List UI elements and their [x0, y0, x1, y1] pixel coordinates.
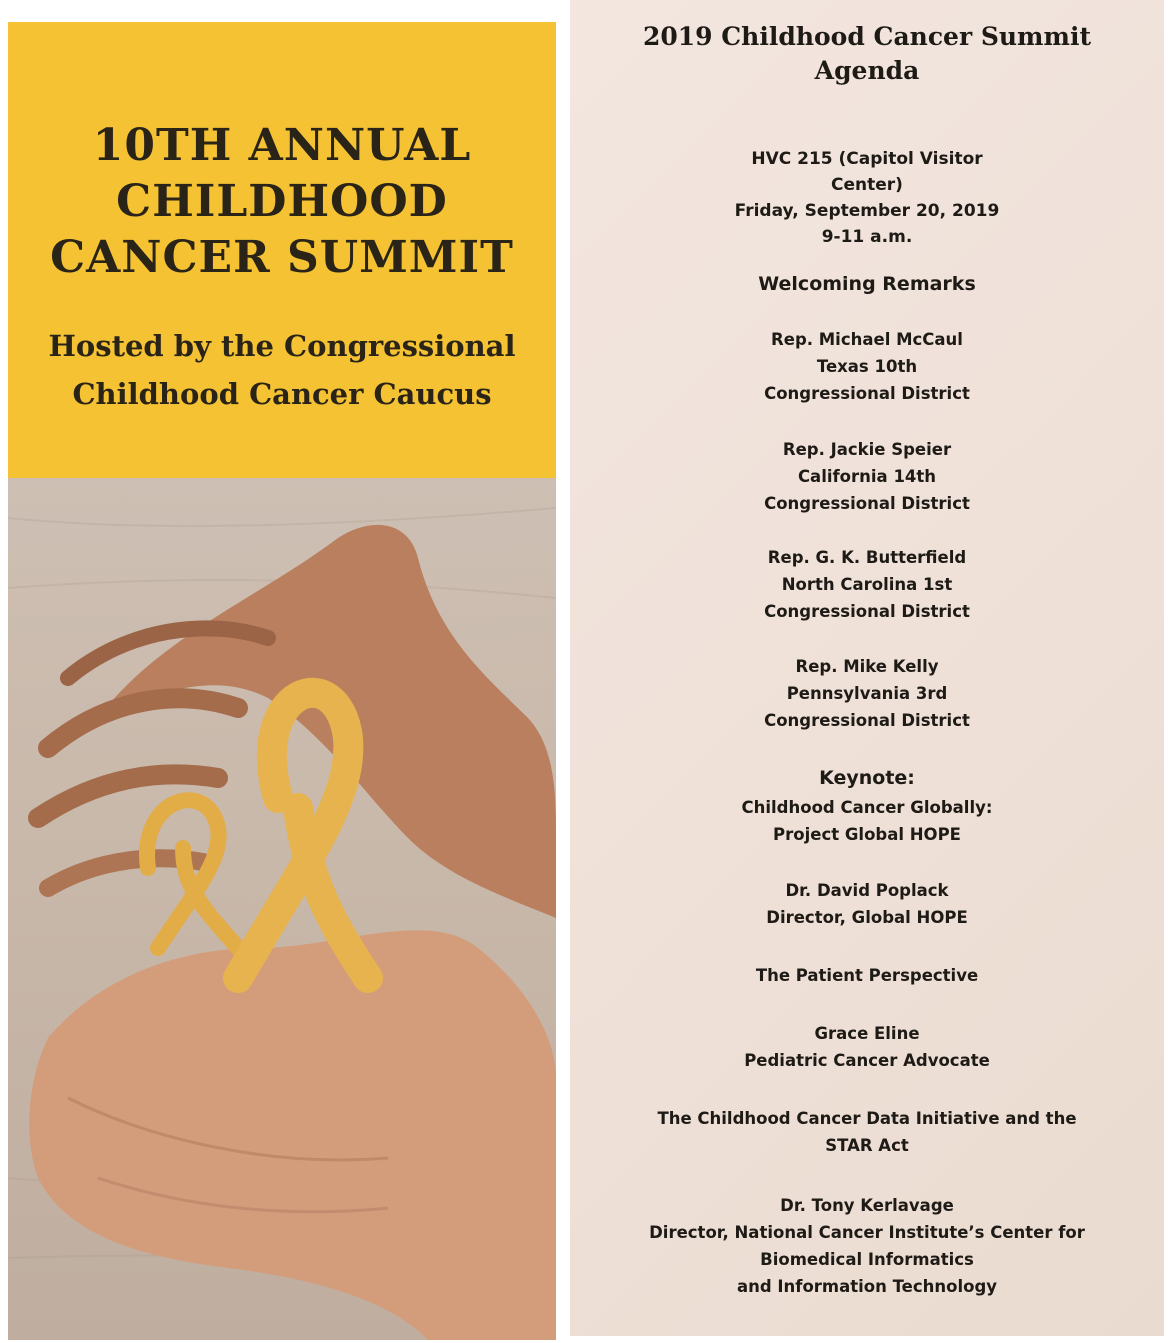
cover-heading-line: CHILDHOOD	[116, 176, 448, 227]
venue-line: Center)	[831, 175, 903, 195]
hands-ribbon-photo	[8, 478, 556, 1340]
cover-subheading	[8, 322, 556, 418]
speaker-district: Congressional District	[764, 384, 970, 403]
speaker-block	[570, 653, 1164, 734]
welcoming-remarks-heading: Welcoming Remarks	[758, 273, 976, 295]
speaker-block	[570, 436, 1164, 517]
patient-speaker	[570, 1020, 1164, 1074]
agenda-title	[570, 20, 1164, 88]
speaker-state: California 14th	[797, 467, 937, 486]
speaker-state: Pennsylvania 3rd	[786, 684, 948, 703]
speaker-name: Dr. David Poplack	[785, 881, 949, 900]
keynote-title-line: Project Global HOPE	[773, 825, 961, 844]
speaker-state: North Carolina 1st	[781, 575, 953, 594]
patient-perspective-heading: The Patient Perspective	[755, 966, 979, 985]
speaker-name: Rep. Michael McCaul	[771, 330, 963, 349]
date-line: Friday, September 20, 2019	[734, 201, 1000, 221]
speaker-role: and Information Technology	[736, 1277, 998, 1296]
lower-hand	[29, 930, 556, 1340]
speaker-name: Rep. Jackie Speier	[782, 440, 952, 459]
agenda-page	[570, 0, 1164, 1336]
speaker-name: Grace Eline	[814, 1024, 920, 1043]
large-gold-ribbon	[238, 693, 368, 978]
keynote-heading: Keynote:	[819, 767, 915, 789]
speaker-name: Dr. Tony Kerlavage	[780, 1196, 954, 1215]
session-title-line: The Childhood Cancer Data Initiative and the	[657, 1109, 1077, 1128]
agenda-title-line: 2019 Childhood Cancer Summit	[643, 22, 1091, 51]
speaker-district: Congressional District	[764, 711, 970, 730]
speaker-role: Director, Global HOPE	[766, 908, 968, 927]
speaker-role: Pediatric Cancer Advocate	[744, 1051, 990, 1070]
venue-line: HVC 215 (Capitol Visitor	[751, 149, 983, 169]
speaker-role: Director, National Cancer Institute’s Center for	[649, 1223, 1085, 1242]
venue-info	[570, 146, 1164, 250]
cover-subheading-line: Hosted by the Congressional	[48, 329, 516, 363]
brochure-cover	[8, 22, 556, 1340]
cover-heading-line: CANCER SUMMIT	[50, 232, 514, 283]
cover-heading	[8, 118, 556, 286]
speaker-block	[570, 544, 1164, 625]
time-line: 9-11 a.m.	[821, 227, 913, 247]
cover-heading-line: 10TH ANNUAL	[92, 120, 472, 171]
keynote-speaker	[570, 877, 1164, 931]
data-initiative-heading	[570, 1105, 1164, 1159]
small-gold-ribbon	[147, 800, 238, 948]
speaker-role: Biomedical Informatics	[760, 1250, 974, 1269]
session-title-line: STAR Act	[825, 1136, 909, 1155]
speaker-block	[570, 326, 1164, 407]
speaker-district: Congressional District	[764, 602, 970, 621]
keynote-title-line: Childhood Cancer Globally:	[741, 798, 993, 817]
speaker-district: Congressional District	[764, 494, 970, 513]
keynote-title	[570, 794, 1164, 848]
hands-ribbon-illustration	[8, 478, 556, 1340]
data-initiative-speaker	[570, 1192, 1164, 1300]
cover-subheading-line: Childhood Cancer Caucus	[72, 377, 492, 411]
agenda-title-line: Agenda	[814, 56, 920, 85]
speaker-name: Rep. G. K. Butterfield	[767, 548, 967, 567]
speaker-name: Rep. Mike Kelly	[795, 657, 939, 676]
speaker-state: Texas 10th	[816, 357, 918, 376]
